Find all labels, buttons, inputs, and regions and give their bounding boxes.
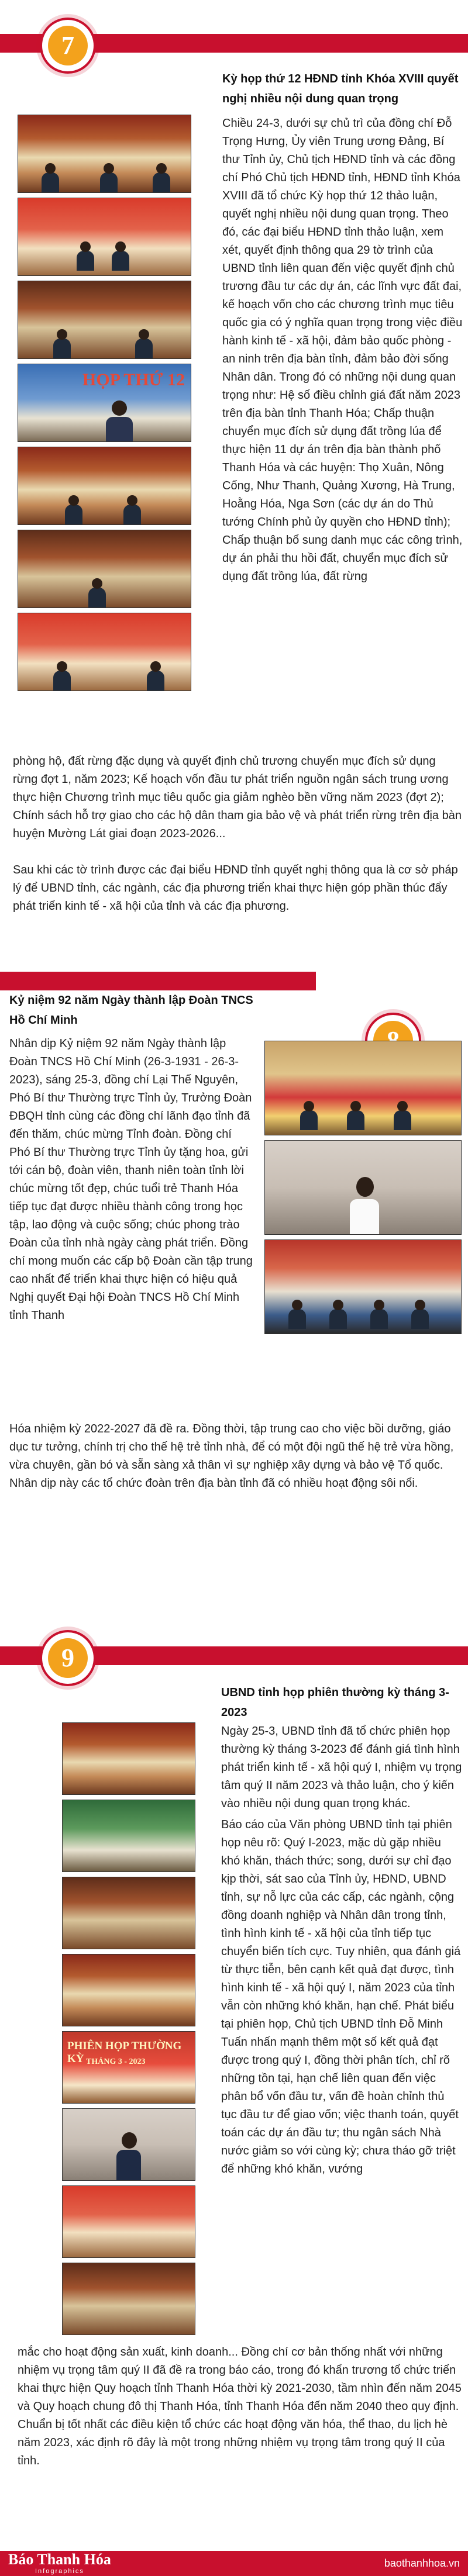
section-7-photo-5 bbox=[18, 447, 191, 525]
section-9-photo-7 bbox=[62, 2185, 195, 2258]
footer-bar bbox=[0, 2551, 468, 2576]
section-7-extra-text: Sau khi các tờ trình được các đại biểu HĐND tỉnh quyết nghị thông qua là cơ sở pháp lý để UBND tỉnh, các ngành, các địa phương triển khai thực hiện góp phần thúc đẩy phát triển kinh tế - xã hội của tỉnh và các địa phương. bbox=[13, 864, 458, 913]
section-9-photo-5 bbox=[62, 2031, 195, 2104]
section-8-title: Kỷ niệm 92 năm Ngày thành lập Đoàn TNCS Hồ Chí Minh bbox=[9, 994, 253, 1027]
section-9 bbox=[0, 1620, 468, 2549]
section-7-photo-4-text: HỌP THỨ 12 bbox=[82, 370, 185, 389]
section-9-photo-5-title: PHIÊN HỌP THƯỜNG KỲ bbox=[67, 2040, 182, 2065]
section-7-photo-1 bbox=[18, 115, 191, 193]
section-7-photo-2 bbox=[18, 198, 191, 276]
section-8-photo-2 bbox=[264, 1140, 462, 1235]
section-7-narrow-text: Chiều 24-3, dưới sự chủ trì của đồng chí Đỗ Trọng Hưng, Ủy viên Trung ương Đảng, Bí thư Tỉnh ủy, Chủ tịch HĐND tỉnh và các đồng chí Phó Chủ tịch HĐND tỉnh, HĐND tỉnh Khóa XVIII đã tổ chức Kỳ họp thứ 12 thảo luận, quyết nghị nhiều nội dung quan trọng. Theo đó, các đại biểu HĐND tỉnh thảo luận, xem xét, quyết định thông qua 29 tờ trình của UBND tỉnh liên quan đến việc quyết định chủ trương đầu tư các dự án, các lĩnh vực đất đai, kế hoạch vốn cho các chương trình mục tiêu quốc gia có ý nghĩa quan trọng trong việc điều hành kinh tế - xã hội, đảm bảo quốc phòng - an ninh trên địa bàn tỉnh, đảm bảo đời sống Nhân dân. Trong đó có những nội dung quan trọng như: Hệ số điều chỉnh giá đất năm 2023 trên địa bàn tỉnh Thanh Hóa; Chấp thuận chuyển mục đích sử dụng đất trồng lúa để thực hiện 11 dự án trên địa bàn thành phố Thanh Hóa và các huyện: Thọ Xuân, Nông Cống, Như Thanh, Quảng Xương, Hà Trung, Hoằng Hóa, Nga Sơn (các dự án do Thủ tướng Chính phủ ủy quyền cho HĐND tỉnh); Chấp thuận bổ sung danh mục các công trình, dự án phải thu hồi đất, chuyển mục đích sử dụng đất trồng lúa, đất rừng bbox=[222, 117, 463, 583]
section-9-title: UBND tỉnh họp phiên thường kỳ tháng 3-2023 bbox=[221, 1686, 449, 1719]
section-9-number: 9 bbox=[48, 1638, 88, 1678]
footer-logo: Báo Thanh Hóa bbox=[8, 2551, 111, 2568]
section-9-narrow-text-2: Báo cáo của Văn phòng UBND tỉnh tại phiên họp nêu rõ: Quý I-2023, mặc dù gặp nhiều khó khăn, thách thức; song, dưới sự chỉ đạo kịp thời, sát sao của Tỉnh ủy, HĐND, UBND tỉnh, sự nỗ lực của các cấp, các ngành, cộng đồng doanh nghiệp và Nhân dân trong tỉnh, tình hình kinh tế - xã hội của tỉnh tiếp tục chuyển biến tích cực. Tuy nhiên, qua đánh giá từ thực tiễn, bên cạnh kết quả đạt được, tình hình kinh tế - xã hội quý I, năm 2023 của tỉnh vẫn còn những khó khăn, hạn chế. Phát biểu tại phiên họp, Chủ tịch UBND tỉnh Đỗ Minh Tuấn nhấn mạnh thêm một số kết quả đạt được trong quý I, đồng thời phân tích, chỉ rõ những tồn tại, hạn chế liên quan đến việc phân bổ vốn đầu tư, vấn đề hoàn chỉnh thủ tục đầu tư để giao vốn; việc thanh toán, quyết toán các dự án đầu tư; thu ngân sách Nhà nước giảm so với cùng kỳ; chưa tháo gỡ triệt để những khó khăn, vướng bbox=[221, 1818, 461, 2176]
section-9-badge bbox=[40, 1630, 96, 1686]
footer-website-link[interactable]: baothanhhoa.vn bbox=[384, 2557, 460, 2569]
section-7-number: 7 bbox=[48, 26, 88, 65]
section-7-photo-4 bbox=[18, 364, 191, 442]
section-8 bbox=[0, 965, 468, 1620]
section-9-photo-2 bbox=[62, 1800, 195, 1872]
section-8-band bbox=[0, 972, 316, 990]
section-7-title: Kỳ họp thứ 12 HĐND tỉnh Khóa XVIII quyết nghị nhiều nội dung quan trọng bbox=[222, 72, 459, 105]
section-8-photo-1 bbox=[264, 1041, 462, 1135]
section-8-photo-3 bbox=[264, 1239, 462, 1334]
section-9-photo-1 bbox=[62, 1722, 195, 1795]
section-9-wide-text: mắc cho hoạt động sản xuất, kinh doanh... Đồng chí cơ bản thống nhất với những nhiệm vụ trọng tâm quý II đã đề ra trong báo cáo, trong đó khẩn trương tổ chức triển khai thực hiện Quy hoạch tỉnh Thanh Hóa thời kỳ 2021-2030, tầm nhìn đến năm 2045 và Quy hoạch chung đô thị Thanh Hóa, tỉnh Thanh Hóa đến năm 2040 theo quy định. Chuẩn bị tốt nhất các điều kiện tổ chức các hoạt động văn hóa, thể thao, du lịch hè năm 2023, xác định rõ đây là một trong những nhiệm vụ trọng tâm trong quý II của tỉnh. bbox=[18, 2346, 462, 2467]
section-7-photo-7 bbox=[18, 613, 191, 691]
section-9-photo-5-subtitle: THÁNG 3 - 2023 bbox=[86, 2057, 146, 2066]
section-8-wide-text: Hóa nhiệm kỳ 2022-2027 đã đề ra. Đồng thời, tập trung cao cho việc bồi dưỡng, giáo dục tư tưởng, chính trị cho thế hệ trẻ tỉnh nhà, để có một đội ngũ thế hệ trẻ vừa hồng, vừa chuyên, gần bó và sẵn sàng xả thân vì sự nghiệp xây dựng và bảo vệ Tổ quốc. Nhân dịp này các tổ chức đoàn trên địa bàn tỉnh đã có nhiều hoạt động sôi nổi. bbox=[9, 1422, 454, 1490]
section-9-photo-6 bbox=[62, 2108, 195, 2181]
section-9-photo-3 bbox=[62, 1877, 195, 1949]
section-8-narrow-text: Nhân dịp Kỷ niệm 92 năm Ngày thành lập Đoàn TNCS Hồ Chí Minh (26-3-1931 - 26-3-2023), sáng 25-3, đồng chí Lại Thế Nguyên, Phó Bí thư Thường trực Tỉnh ủy, Trưởng Đoàn ĐBQH tỉnh cùng các đồng chí lãnh đạo tỉnh đã đến thăm, chúc mừng Tỉnh đoàn. Đồng chí Phó Bí thư Thường trực Tỉnh ủy tặng hoa, gửi tới cán bộ, đoàn viên, thanh niên toàn tỉnh lời chúc mừng tốt đẹp, chúc tuổi trẻ Thanh Hóa tiếp tục đạt được nhiều thành công trong học tập, lao động và cuộc sống; chúc phong trào Đoàn của tỉnh nhà ngày càng phát triển. Đồng chí mong muốn các cấp bộ Đoàn cần tập trung cao nhất để triển khai thực hiện có hiệu quả Nghị quyết Đại hội Đoàn TNCS Hồ Chí Minh tỉnh Thanh bbox=[9, 1037, 253, 1322]
section-9-photo-4 bbox=[62, 1954, 195, 2026]
section-7-wide-text: phòng hộ, đất rừng đặc dụng và quyết định chủ trương chuyển mục đích sử dụng rừng đợt 1, năm 2023; Kế hoạch vốn đầu tư phát triển nguồn ngân sách trung ương thực hiện Chương trình mục tiêu quốc gia giảm nghèo bền vững năm 2023 (đợt 2); Chính sách hỗ trợ giao cho các hộ dân tham gia bảo vệ và phát triển rừng trên địa bàn huyện Mường Lát giai đoạn 2023-2026... bbox=[13, 755, 462, 840]
footer-subtitle: Infographics bbox=[35, 2568, 84, 2575]
section-9-narrow-text: Ngày 25-3, UBND tỉnh đã tổ chức phiên họp thường kỳ tháng 3-2023 để đánh giá tình hình phát triển kinh tế - xã hội quý I, nhiệm vụ trọng tâm quý II năm 2023 và thảo luận, cho ý kiến vào nhiều nội dung quan trọng khác. bbox=[221, 1725, 462, 1810]
section-7-badge bbox=[40, 18, 96, 74]
section-7-photo-6 bbox=[18, 530, 191, 608]
section-7-photo-3 bbox=[18, 281, 191, 359]
section-7 bbox=[0, 0, 468, 959]
section-9-photo-8 bbox=[62, 2263, 195, 2335]
